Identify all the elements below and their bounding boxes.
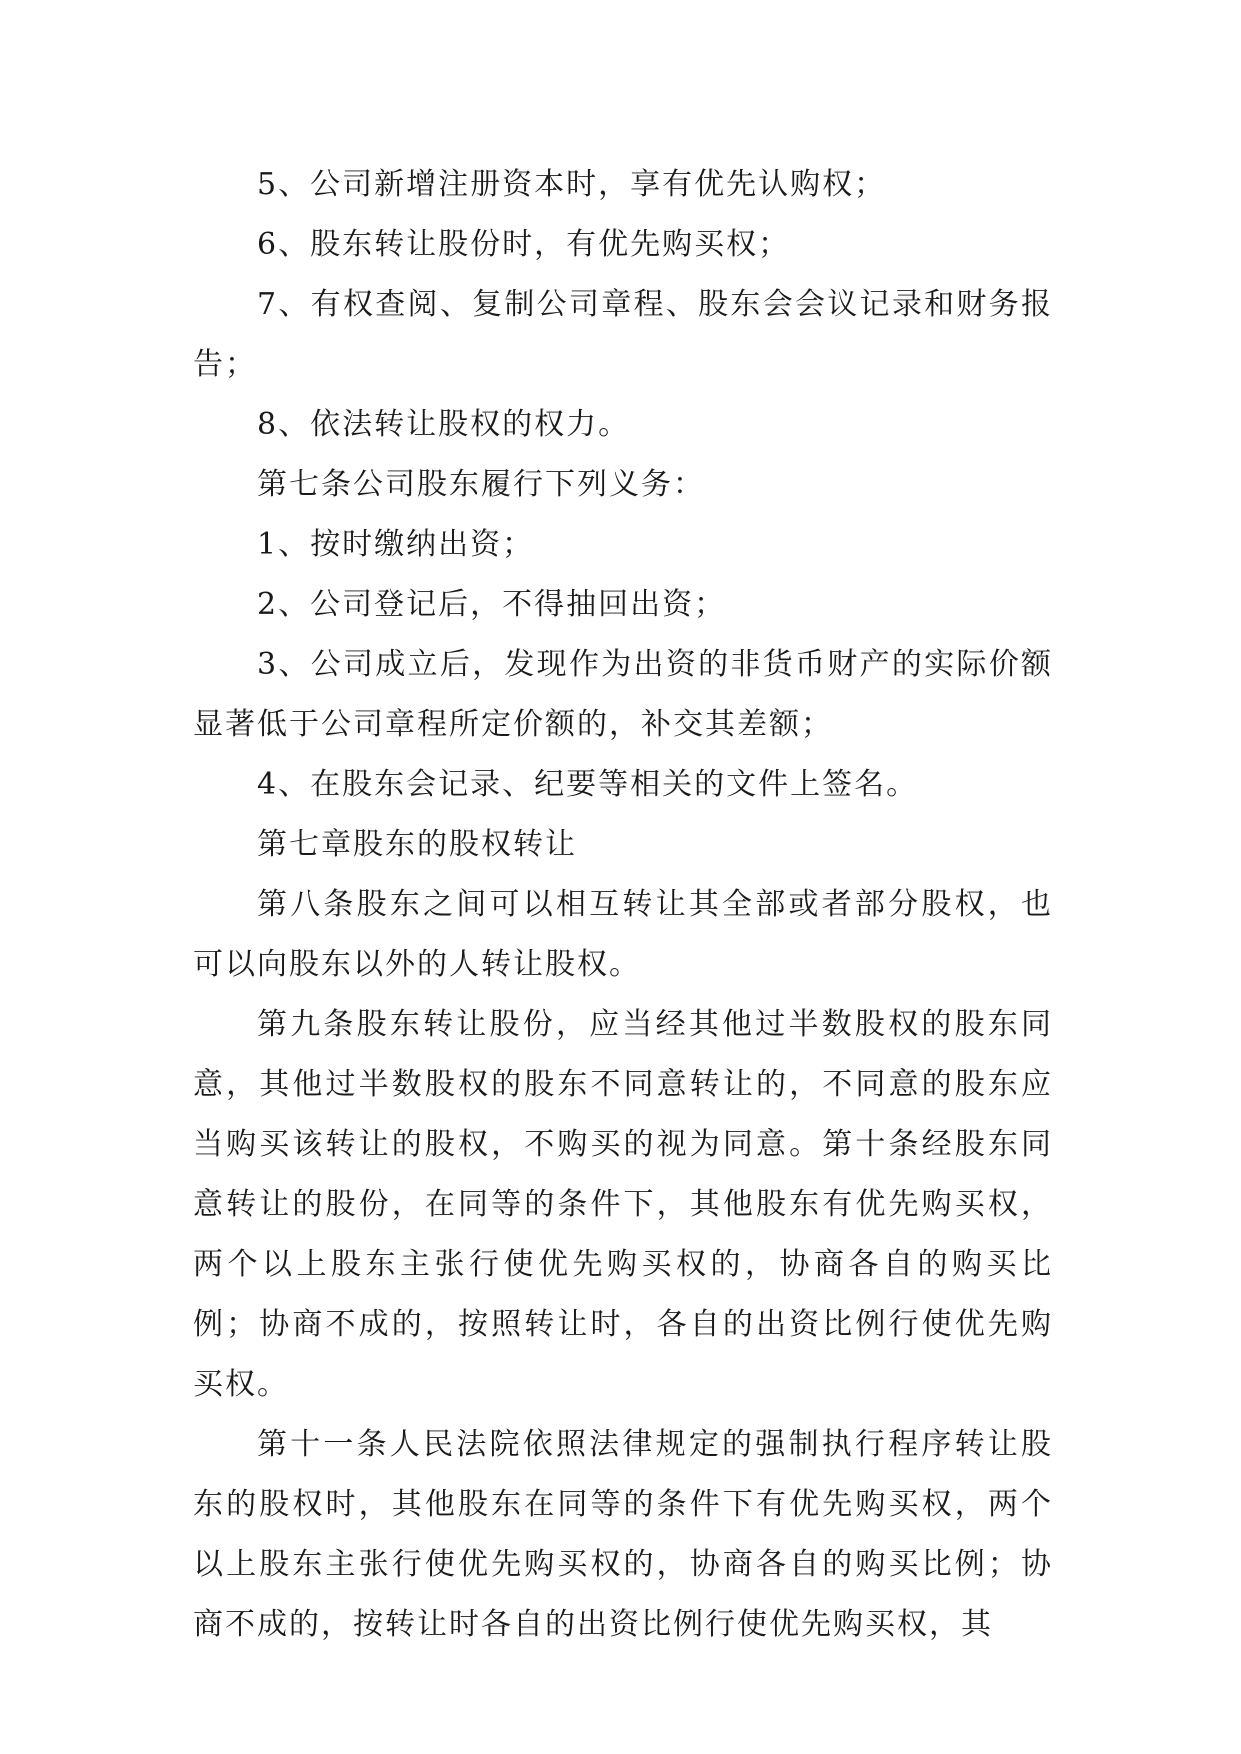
chapter-7-heading: 第七章股东的股权转让 <box>257 827 577 862</box>
paragraph-item-7-right: 7、有权查阅、复制公司章程、股东会会议记录和财务报告； <box>193 287 1053 382</box>
paragraph-duty-2: 2、公司登记后，不得抽回出资； <box>257 587 727 622</box>
paragraph-duty-3: 3、公司成立后，发现作为出资的非货币财产的实际价额显著低于公司章程所定价额的，补交其差额； <box>193 647 1053 742</box>
paragraph-item-6-right: 6、股东转让股份时，有优先购买权； <box>257 227 791 262</box>
paragraph-item-8-right: 8、依法转让股权的权力。 <box>257 407 631 442</box>
paragraph-item-5-right: 5、公司新增注册资本时，享有优先认购权； <box>257 167 887 202</box>
article-7-heading: 第七条公司股东履行下列义务： <box>257 467 705 502</box>
paragraph-duty-1: 1、按时缴纳出资； <box>257 527 535 562</box>
article-9-10-paragraph: 第九条股东转让股份，应当经其他过半数股权的股东同意，其他过半数股权的股东不同意转让的，不同意的股东应当购买该转让的股权，不购买的视为同意。第十条经股东同意转让的股份，在同等的条件下，其他股东有优先购买权，两个以上股东主张行使优先购买权的，协商各自的购买比例；协商不成的，按照转让时，各自的出资比例行使优先购买权。 <box>193 1007 1053 1402</box>
document-body <box>193 155 1053 1655</box>
article-8-paragraph: 第八条股东之间可以相互转让其全部或者部分股权，也可以向股东以外的人转让股权。 <box>193 887 1053 982</box>
paragraph-duty-4: 4、在股东会记录、纪要等相关的文件上签名。 <box>257 767 919 802</box>
article-11-paragraph: 第十一条人民法院依照法律规定的强制执行程序转让股东的股权时，其他股东在同等的条件下有优先购买权，两个以上股东主张行使优先购买权的，协商各自的购买比例；协商不成的，按转让时各自的出资比例行使优先购买权，其 <box>193 1427 1053 1642</box>
